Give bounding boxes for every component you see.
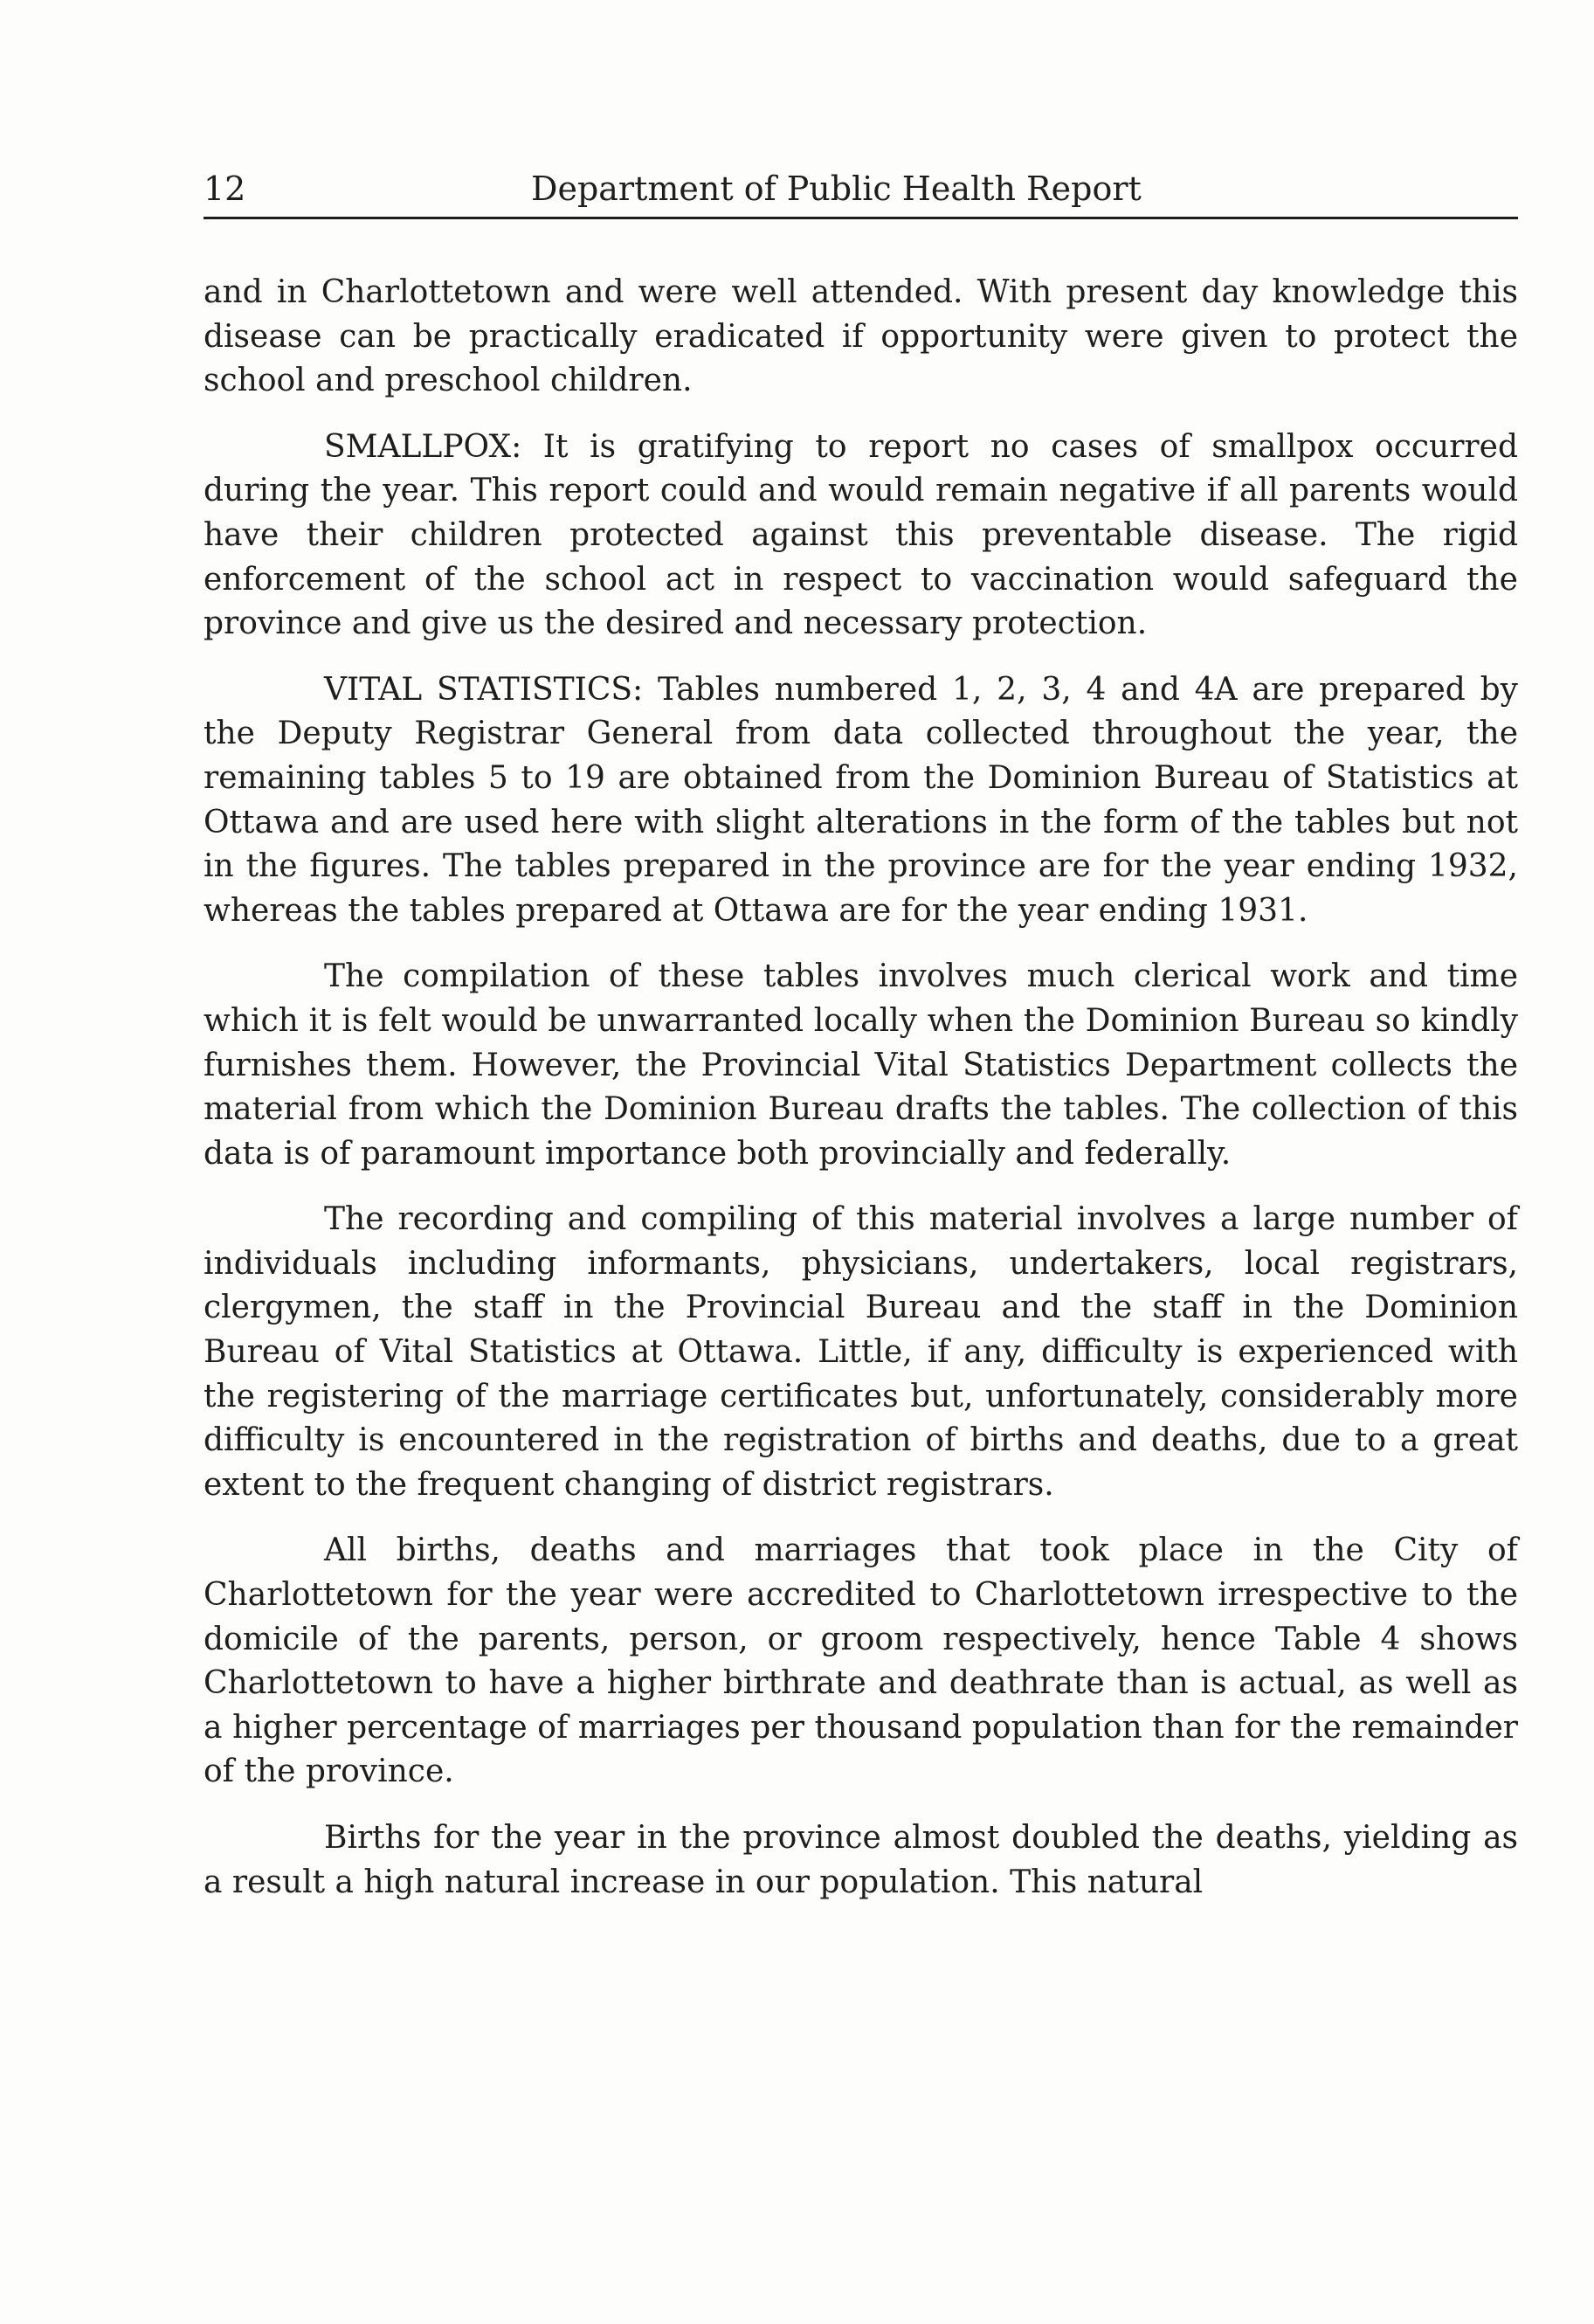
paragraph-compilation: The compilation of these tables involves much clerical work and time which it is felt would be unwarranted locally when the Dominion Bureau so kindly furnishes them. However, the Provincial Vital Statistics Department collects the material from which the Dominion Bureau drafts the tables. The collection of this data is of paramount importance both provincially and federally.	[204, 958, 1518, 1172]
running-title: Department of Public Health Report	[531, 169, 1142, 208]
paragraph-continuation: and in Charlottetown and were well attended. With present day knowledge this disease can be practically eradicated if opportunity were given to protect the school and preschool children.	[204, 274, 1518, 399]
paragraph-births: Births for the year in the province almost doubled the deaths, yielding as a result a high natural increase in our population. This natural	[204, 1820, 1518, 1900]
page-number: 12	[204, 169, 246, 208]
paragraph-vital-statistics: VITAL STATISTICS: Tables numbered 1, 2, 3, 4 and 4A are prepared by the Deputy Registrar General from data collected throughout the year, the remaining tables 5 to 19 are obtained from the Dominion Bureau of Statistics at Ottawa and are used here with slight alterations in the form of the tables but not in the figures. The tables prepared in the province are for the year ending 1932, whereas the tables prepared at Ottawa are for the year ending 1931.	[204, 671, 1518, 929]
header-rule	[204, 217, 1518, 219]
page-header	[204, 163, 1518, 215]
paragraph-smallpox: SMALLPOX: It is gratifying to report no cases of smallpox occurred during the year. This report could and would remain negative if all parents would have their children protected against this preventable disease. The rigid enforcement of the school act in respect to vaccination would safeguard the province and give us the desired and necessary protection.	[204, 428, 1518, 642]
paragraph-recording: The recording and compiling of this material involves a large number of individuals including informants, physicians, undertakers, local registrars, clergymen, the staff in the Provincial Bureau and the staff in the Dominion Bureau of Vital Statistics at Ottawa. Little, if any, difficulty is experienced with the registering of the marriage certificates but, unfortunately, considerably more difficulty is encountered in the registration of births and deaths, due to a great extent to the frequent changing of district registrars.	[204, 1201, 1518, 1503]
paragraph-charlottetown: All births, deaths and marriages that took place in the City of Charlottetown for the year were accredited to Charlottetown irrespective to the domicile of the parents, person, or groom respectively, hence Table 4 shows Charlottetown to have a higher birthrate and deathrate than is actual, as well as a higher percentage of marriages per thousand population than for the remainder of the province.	[204, 1532, 1518, 1790]
body-text	[204, 271, 1518, 1926]
